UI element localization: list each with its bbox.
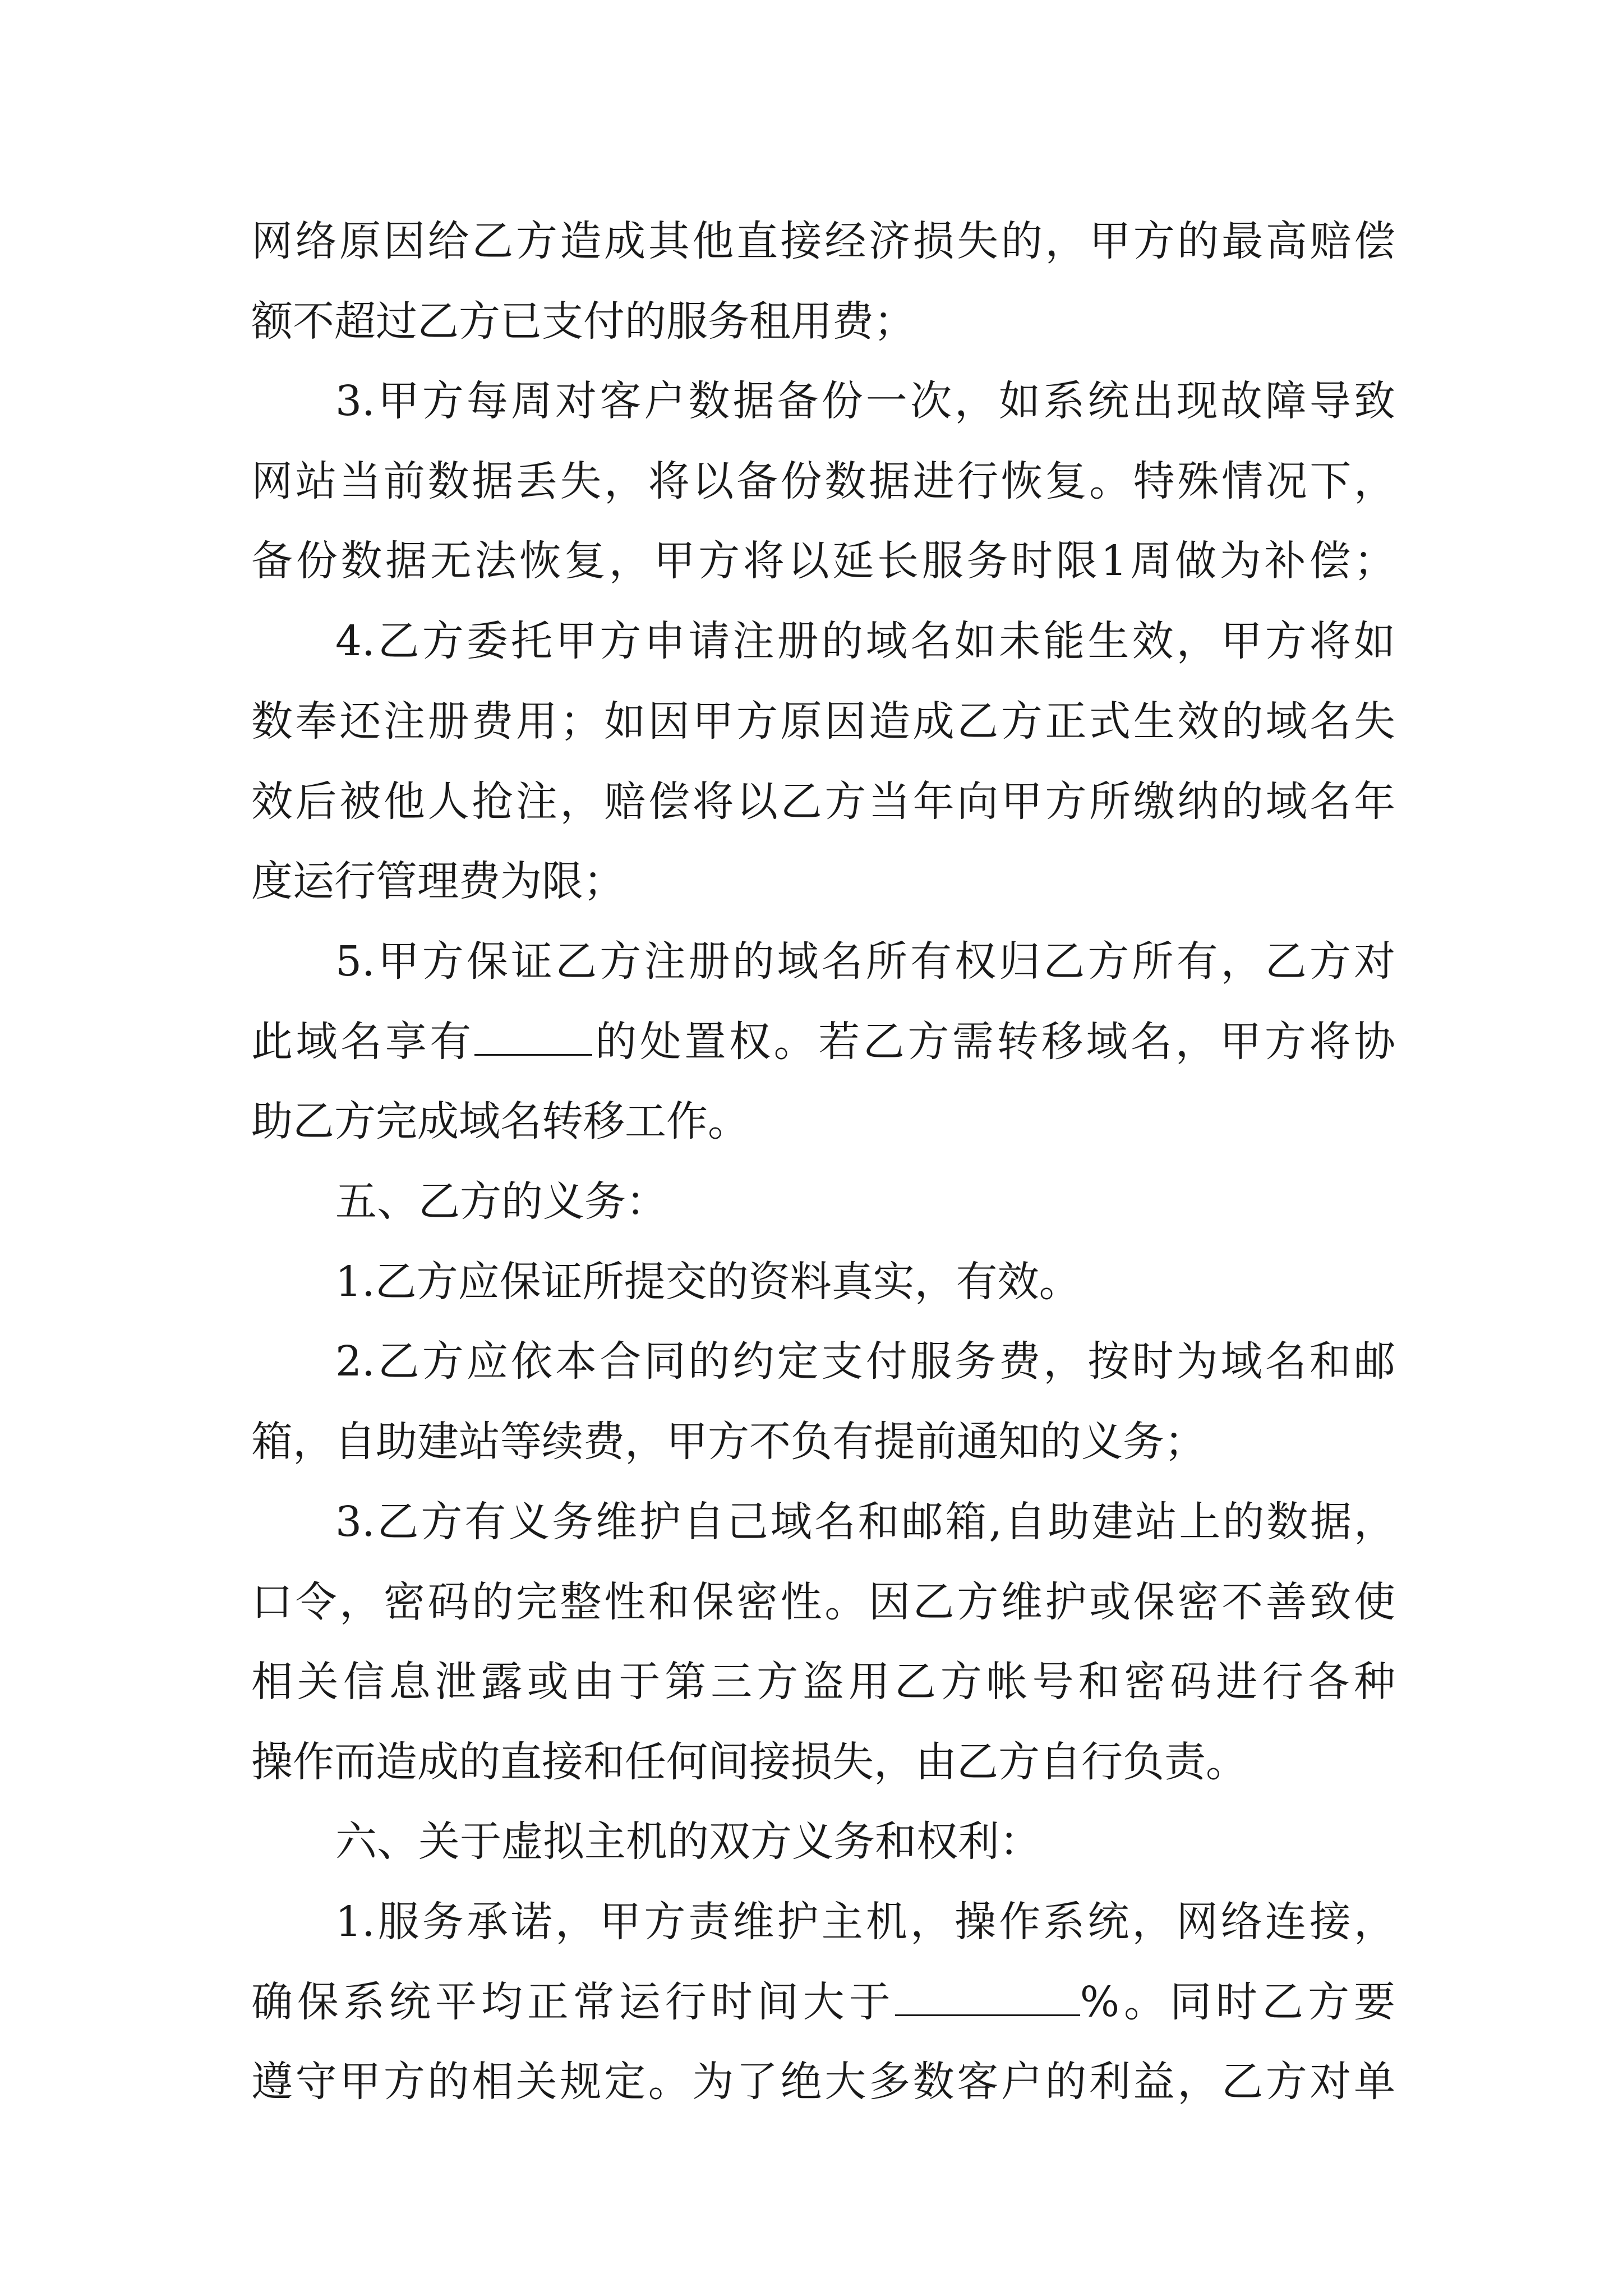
text-line: 操作而造成的直接和任何间接损失，由乙方自行负责。 bbox=[251, 1738, 1247, 1786]
text-line: 1.服务承诺，甲方责维护主机，操作系统，网络连接， bbox=[335, 1898, 1395, 1946]
text-line: 2.乙方应依本合同的约定支付服务费，按时为域名和邮 bbox=[335, 1337, 1395, 1386]
fill-in-blank bbox=[474, 1015, 592, 1056]
text-line: 网站当前数据丢失，将以备份数据进行恢复。特殊情况下， bbox=[251, 457, 1395, 505]
text-line: 箱，自助建站等续费，甲方不负有提前通知的义务； bbox=[251, 1418, 1206, 1466]
text-segment: 此域名享有 bbox=[251, 1018, 474, 1066]
text-line: 度运行管理费为限； bbox=[251, 857, 625, 905]
text-line: 数奉还注册费用；如因甲方原因造成乙方正式生效的域名失 bbox=[251, 697, 1395, 746]
text-line: 3.乙方有义务维护自己域名和邮箱,自助建站上的数据， bbox=[335, 1498, 1395, 1546]
text-line: 网络原因给乙方造成其他直接经济损失的，甲方的最高赔偿 bbox=[251, 217, 1395, 265]
text-line: 相关信息泄露或由于第三方盗用乙方帐号和密码进行各种 bbox=[251, 1658, 1395, 1706]
text-line: 备份数据无法恢复，甲方将以延长服务时限1周做为补偿； bbox=[251, 537, 1395, 585]
text-line: 5.甲方保证乙方注册的域名所有权归乙方所有，乙方对 bbox=[335, 937, 1395, 986]
text-line-with-blank bbox=[251, 1974, 1395, 2030]
text-segment: %。同时乙方要 bbox=[1080, 1978, 1395, 2026]
text-line: 3.甲方每周对客户数据备份一次，如系统出现故障导致 bbox=[335, 377, 1395, 425]
text-line: 额不超过乙方已支付的服务租用费； bbox=[251, 297, 915, 346]
text-line-with-blank bbox=[251, 1014, 1395, 1070]
text-line: 助乙方完成域名转移工作。 bbox=[251, 1097, 749, 1145]
text-segment: 的处置权。若乙方需转移域名，甲方将协 bbox=[592, 1018, 1395, 1066]
text-segment: 确保系统平均正常运行时间大于 bbox=[251, 1978, 895, 2026]
text-line: 口令，密码的完整性和保密性。因乙方维护或保密不善致使 bbox=[251, 1578, 1395, 1626]
fill-in-blank bbox=[895, 1975, 1080, 2016]
text-line: 1.乙方应保证所提交的资料真实，有效。 bbox=[335, 1258, 1081, 1306]
section-heading: 五、乙方的义务： bbox=[335, 1177, 667, 1226]
section-heading: 六、关于虚拟主机的双方义务和权利： bbox=[335, 1818, 1041, 1866]
text-line: 效后被他人抢注，赔偿将以乙方当年向甲方所缴纳的域名年 bbox=[251, 777, 1395, 826]
text-line: 遵守甲方的相关规定。为了绝大多数客户的利益，乙方对单 bbox=[251, 2058, 1395, 2106]
text-line: 4.乙方委托甲方申请注册的域名如未能生效，甲方将如 bbox=[335, 617, 1395, 665]
